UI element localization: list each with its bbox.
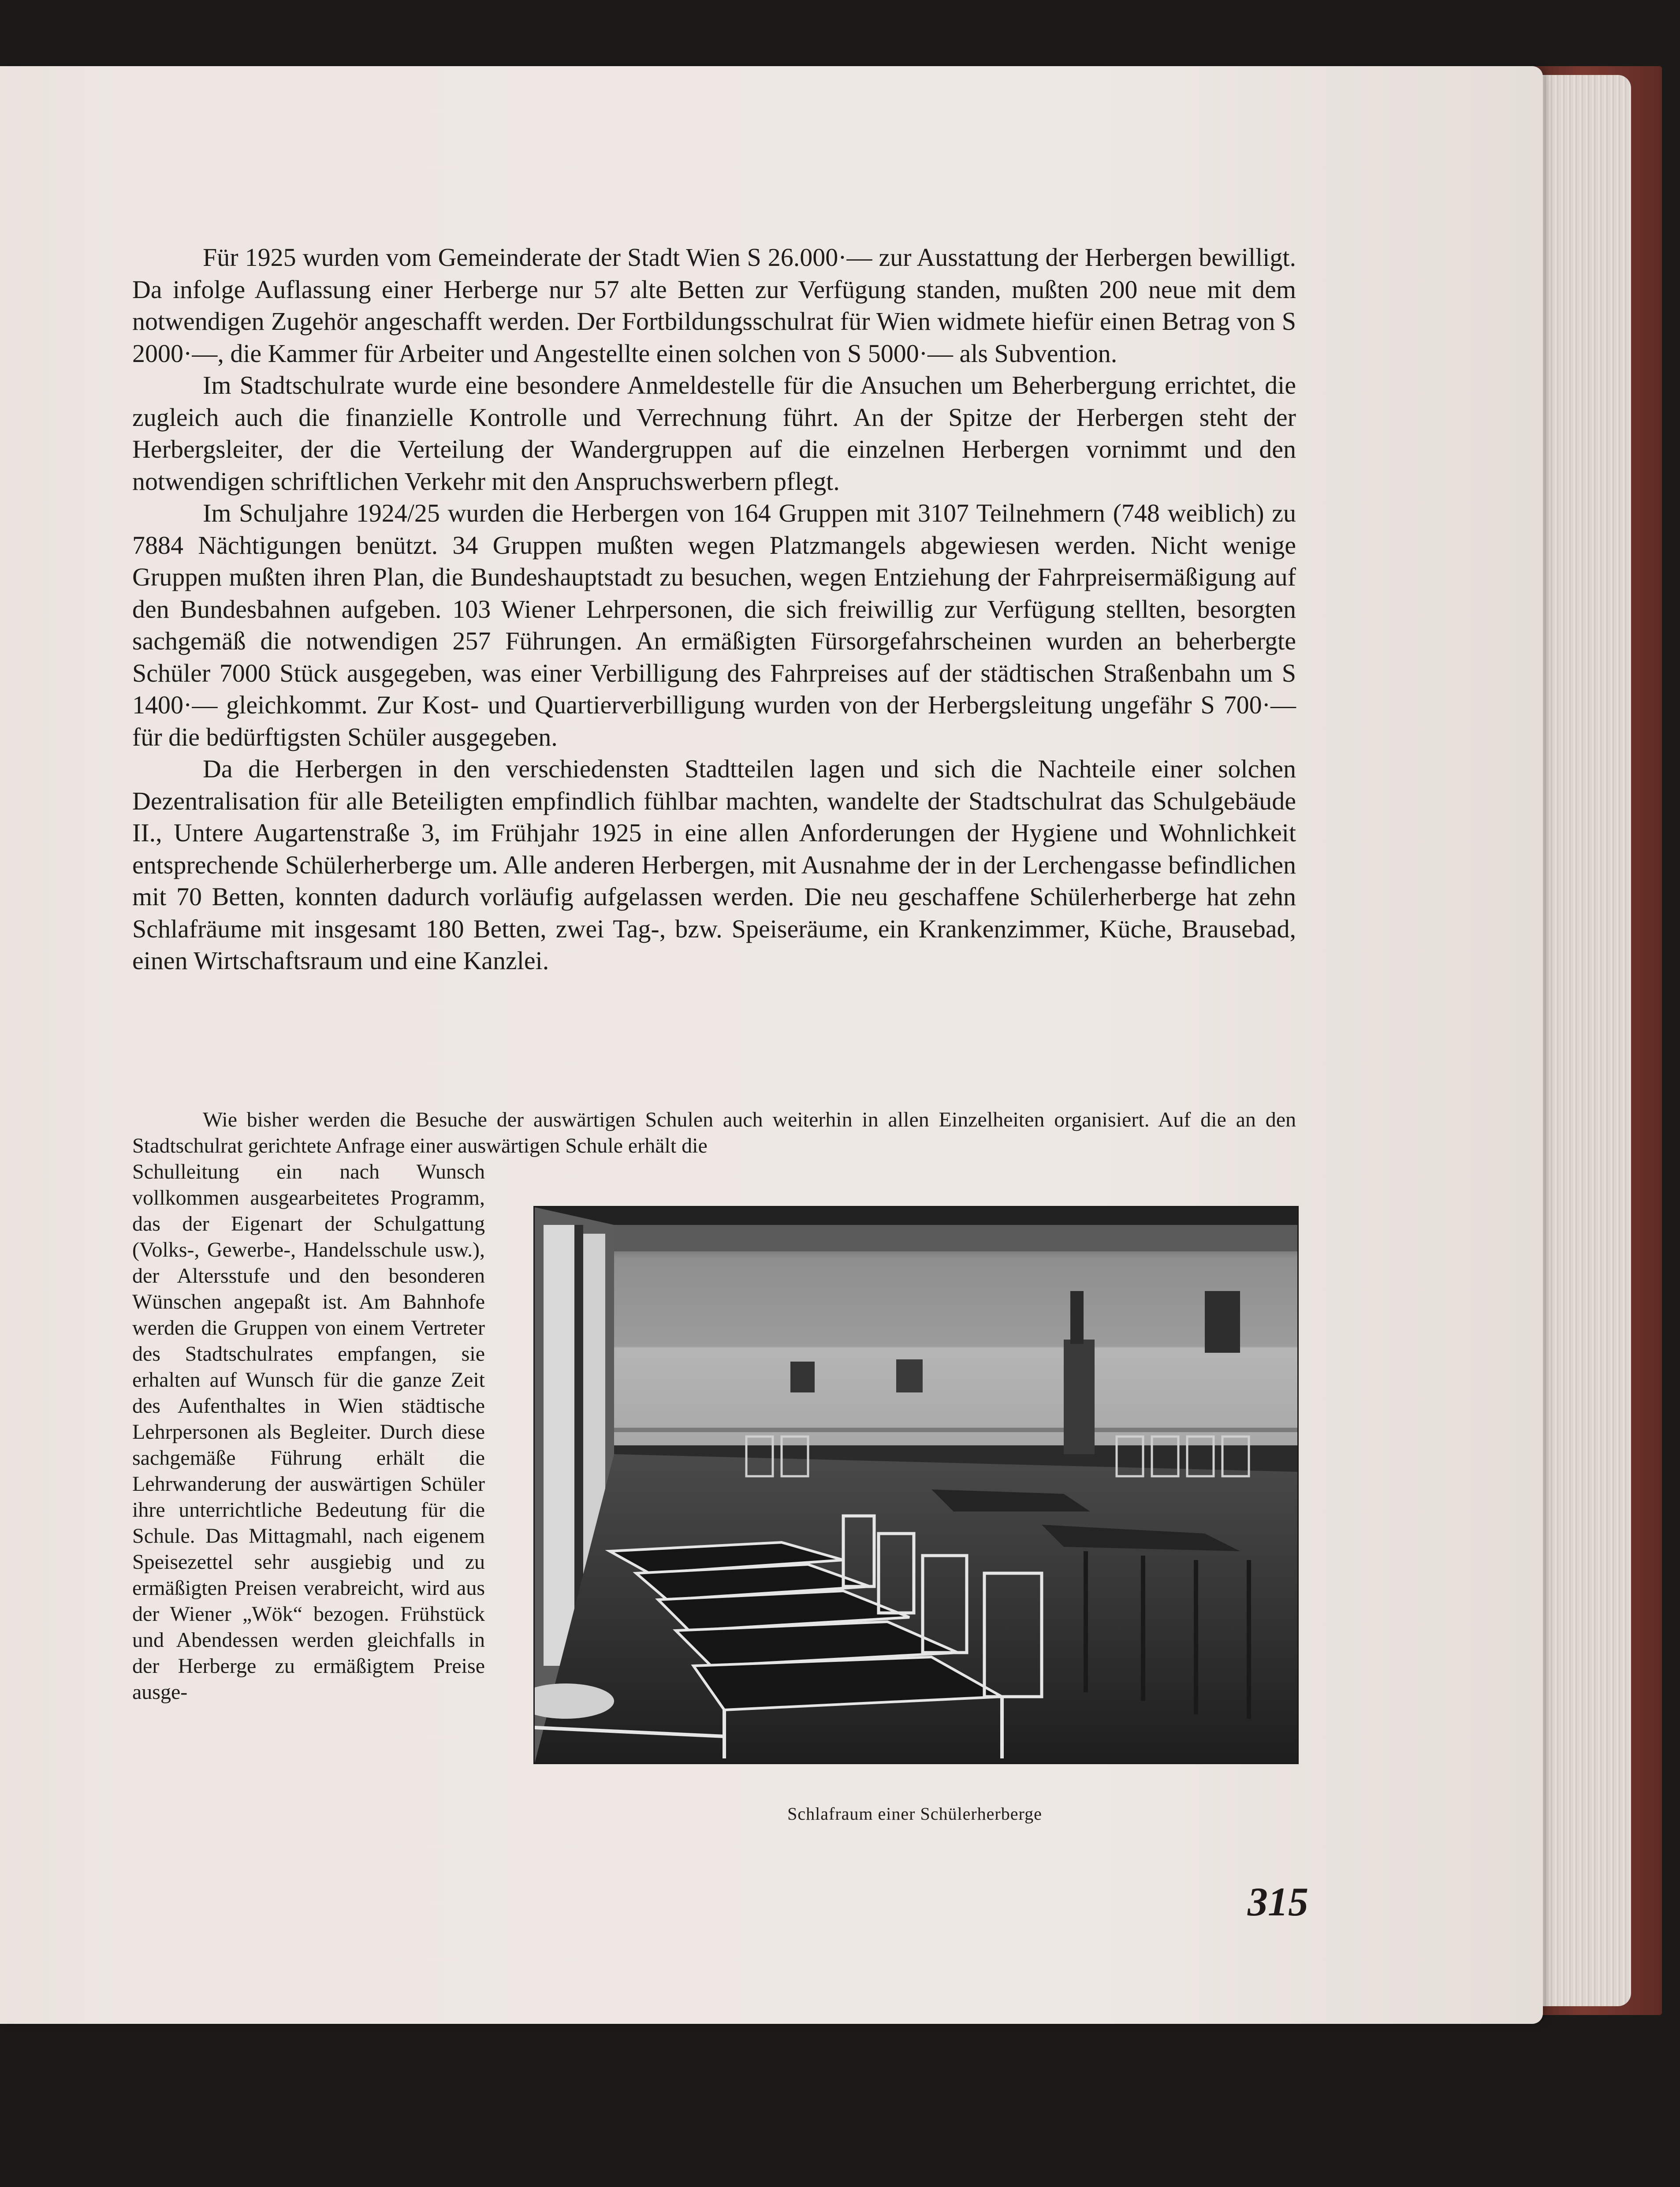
dormitory-photo (533, 1206, 1299, 1764)
photo-caption: Schlafraum einer Schülerherberge (787, 1804, 1042, 1824)
paragraph-3: Im Schuljahre 1924/25 wurden die Herbergen von 164 Gruppen mit 3107 Teilnehmern (748 weiblich) zu 7884 Nächtigungen benützt. 34 Gruppen mußten wegen Platzmangels abgewiesen werden. Nicht wenige Gruppen mußten ihren Plan, die Bundeshauptstadt zu besuchen, wegen Entziehung der Fahrpreisermäßigung auf den Bundesbahnen aufgeben. 103 Wiener Lehrpersonen, die sich freiwillig zur Verfügung stellten, besorgten sachgemäß die notwendigen 257 Führungen. An ermäßigten Fürsorgefahrscheinen wurden an beherbergte Schüler 7000 Stück ausgegeben, was einer Verbilligung des Fahrpreises auf der städtischen Straßenbahn um S 1400·— gleichkommt. Zur Kost- und Quartierverbilligung wurden von der Herbergsleitung ungefähr S 700·— für die bedürftigsten Schüler ausgegeben. (132, 499, 1296, 751)
main-text (132, 242, 1296, 977)
paragraph-4: Da die Herbergen in den verschiedensten Stadtteilen lagen und sich die Nachteile einer solchen Dezentralisation für alle Beteiligten empfindlich fühlbar machten, wandelte der Stadtschulrat das Schulgebäude II., Untere Augartenstraße 3, im Frühjahr 1925 in eine allen Anforderungen der Hygiene und Wohnlichkeit entsprechende Schülerherberge um. Alle anderen Herbergen, mit Ausnahme der in der Lerchengasse befindlichen mit 70 Betten, konnten dadurch vorläufig aufgelassen werden. Die neu geschaffene Schülerherberge hat zehn Schlafräume mit insgesamt 180 Betten, zwei Tag-, bzw. Speiseräume, ein Krankenzimmer, Küche, Brausebad, einen Wirtschaftsraum und eine Kanzlei. (132, 754, 1296, 975)
page-number: 315 (1248, 1879, 1308, 1924)
small-column-text: Schulleitung ein nach Wunsch vollkommen ausgearbeitetes Programm, das der Eigenart der Schulgattung (Volks-, Gewerbe-, Handelsschule usw.), der Altersstufe und den besonderen Wünschen angepaßt ist. Am Bahnhofe werden die Gruppen von einem Vertreter des Stadtschulrates empfangen, sie erhalten auf Wunsch für die ganze Zeit des Aufenthaltes in Wien städtische Lehrpersonen als Begleiter. Durch diese sachgemäße Führung erhält die Lehrwanderung der auswärtigen Schüler ihre unterrichtliche Bedeutung für die Schule. Das Mittagmahl, nach eigenem Speisezettel sehr ausgiebig und zu ermäßigten Preisen verabreicht, wird aus der Wiener „Wök“ bezogen. Frühstück und Abendessen werden gleichfalls in der Herberge zu ermäßigtem Preise ausge- (132, 1160, 485, 1704)
dormitory-photo-drawing (535, 1207, 1297, 1763)
paragraph-1: Für 1925 wurden vom Gemeinderate der Stadt Wien S 26.000·— zur Ausstattung der Herbergen bewilligt. Da infolge Auflassung einer Herberge nur 57 alte Betten zur Verfügung standen, mußten 200 neue mit dem notwendigen Zugehör angeschafft werden. Der Fortbildungsschulrat für Wien widmete hiefür einen Betrag von S 2000·—, die Kammer für Arbeiter und Angestellte einen solchen von S 5000·— als Subvention. (132, 243, 1296, 368)
small-lead-text: Wie bisher werden die Besuche der auswärtigen Schulen auch weiterhin in allen Einzelheiten organisiert. Auf die an den Stadtschulrat gerichtete Anfrage einer auswärtigen Schule erhält die (132, 1108, 1296, 1157)
paragraph-2: Im Stadtschulrate wurde eine besondere Anmeldestelle für die Ansuchen um Beherbergung errichtet, die zugleich auch die finanzielle Kontrolle und Verrechnung führt. An der Spitze der Herbergen steht der Herbergsleiter, der die Verteilung der Wandergruppen auf die einzelnen Herbergen vornimmt und den notwendigen schriftlichen Verkehr mit den Anspruchswerbern pflegt. (132, 371, 1296, 496)
